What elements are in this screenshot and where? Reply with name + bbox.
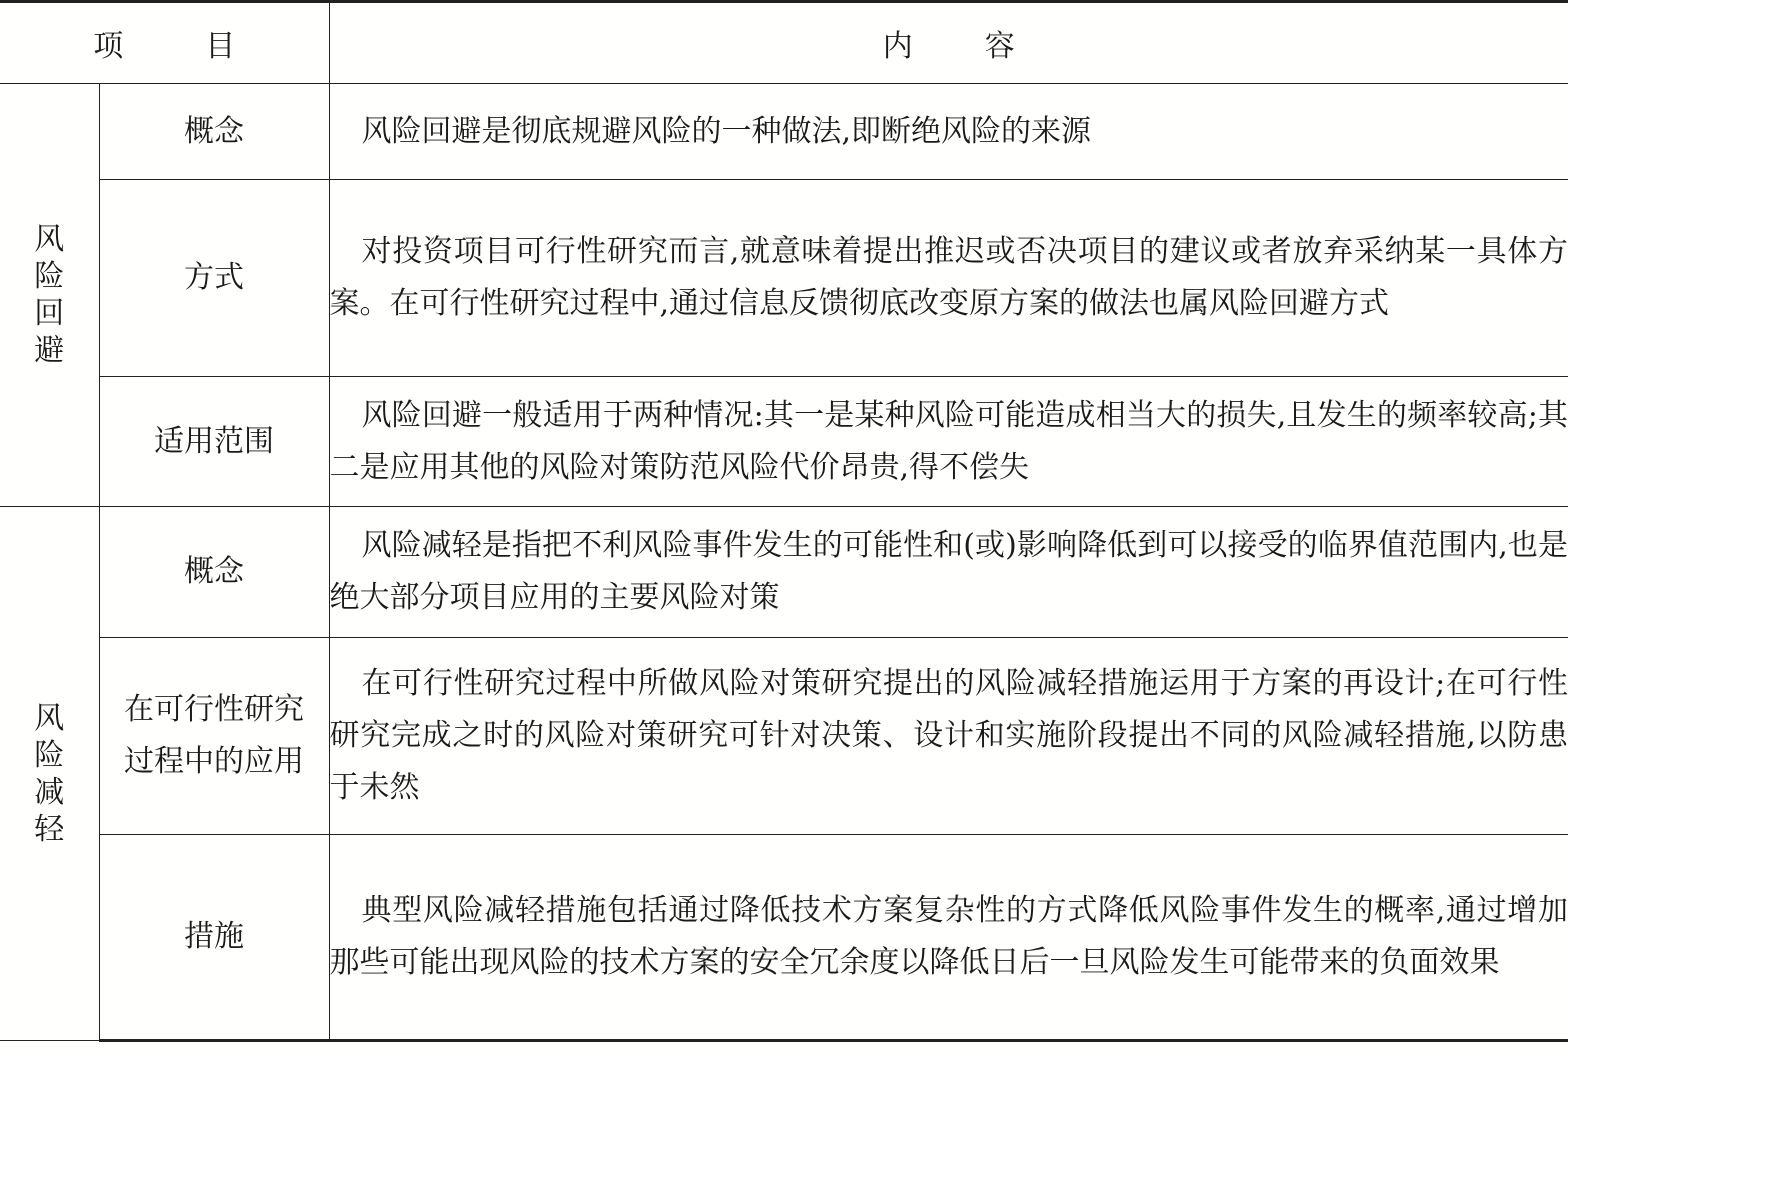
table-header-row <box>0 2 1568 84</box>
item-label: 方式 <box>99 180 329 377</box>
table-row <box>0 84 1568 180</box>
content-text: 对投资项目可行性研究而言,就意味着提出推迟或否决项目的建议或者放弃采纳某一具体方案。在可行性研究过程中,通过信息反馈彻底改变原方案的做法也属风险回避方式 <box>329 180 1568 377</box>
table-row <box>0 180 1568 377</box>
content-text: 风险回避是彻底规避风险的一种做法,即断绝风险的来源 <box>329 84 1568 180</box>
item-label: 措施 <box>99 835 329 1041</box>
content-text: 风险回避一般适用于两种情况:其一是某种风险可能造成相当大的损失,且发生的频率较高;其二是应用其他的风险对策防范风险代价昂贵,得不偿失 <box>329 377 1568 507</box>
table-row <box>0 377 1568 507</box>
category-risk-avoidance: 风险回避 <box>0 84 99 507</box>
content-text: 典型风险减轻措施包括通过降低技术方案复杂性的方式降低风险事件发生的概率,通过增加那些可能出现风险的技术方案的安全冗余度以降低日后一旦风险发生可能带来的负面效果 <box>329 835 1568 1041</box>
item-label: 在可行性研究过程中的应用 <box>99 638 329 835</box>
category-risk-mitigation: 风险减轻 <box>0 507 99 1041</box>
item-label: 概念 <box>99 84 329 180</box>
content-text: 风险减轻是指把不利风险事件发生的可能性和(或)影响降低到可以接受的临界值范围内,也是绝大部分项目应用的主要风险对策 <box>329 507 1568 638</box>
header-content: 内 容 <box>329 2 1568 84</box>
table-row <box>0 638 1568 835</box>
table-row <box>0 835 1568 1041</box>
item-label: 适用范围 <box>99 377 329 507</box>
table-row <box>0 507 1568 638</box>
content-text: 在可行性研究过程中所做风险对策研究提出的风险减轻措施运用于方案的再设计;在可行性研究完成之时的风险对策研究可针对决策、设计和实施阶段提出不同的风险减轻措施,以防患于未然 <box>329 638 1568 835</box>
item-label: 概念 <box>99 507 329 638</box>
header-item: 项 目 <box>0 2 329 84</box>
